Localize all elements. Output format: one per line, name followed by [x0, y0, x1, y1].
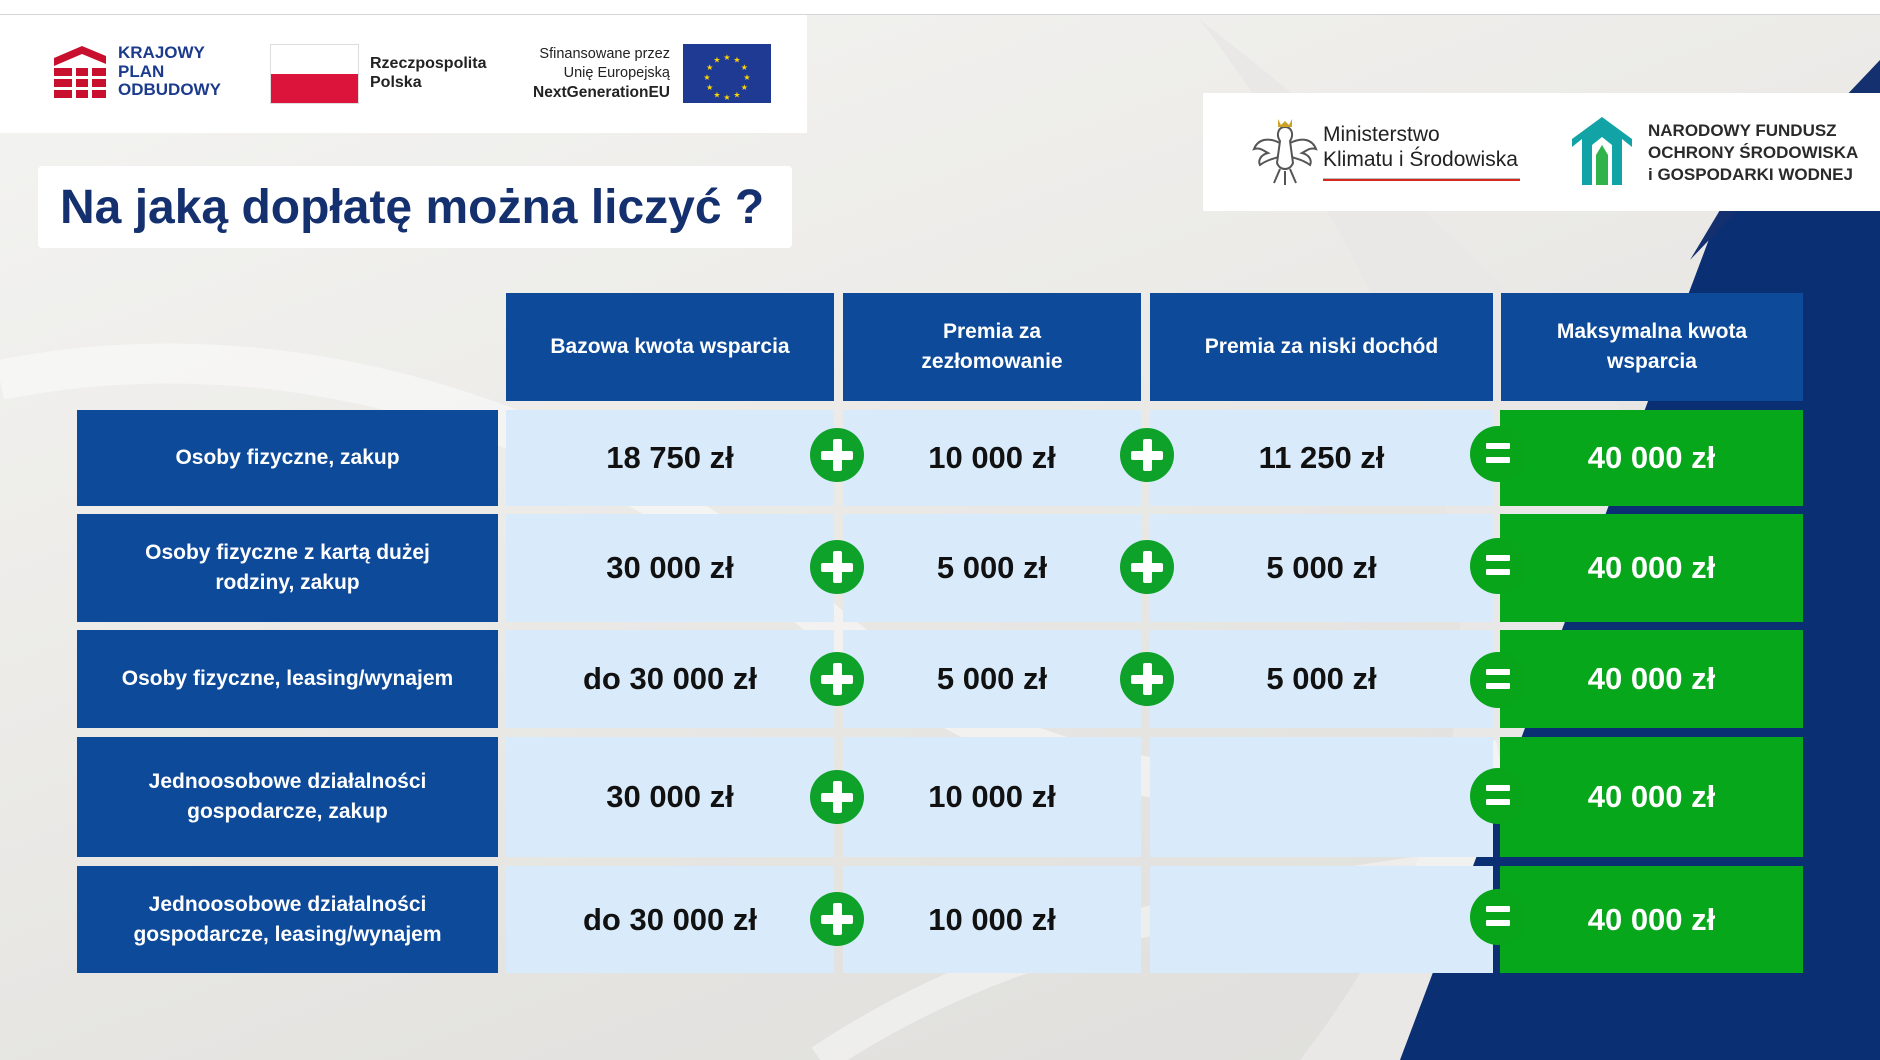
- page-title: Na jaką dopłatę można liczyć ?: [60, 181, 765, 234]
- kpo-line-1: KRAJOWY: [118, 43, 205, 62]
- cell-base-1: 18 750 zł: [506, 410, 834, 506]
- cell-scrap-3: 5 000 zł: [843, 630, 1141, 728]
- row-label-1: Osoby fizyczne, zakup: [77, 410, 498, 506]
- top-window-edge: [0, 0, 1880, 15]
- cell-total-4: 40 000 zł: [1500, 737, 1803, 857]
- plus-icon: [1120, 540, 1174, 594]
- plus-icon: [1120, 428, 1174, 482]
- eu-line-3: NextGenerationEU: [533, 84, 670, 101]
- row-label-3: Osoby fizyczne, leasing/wynajem: [77, 630, 498, 728]
- eu-flag-icon: [683, 44, 771, 103]
- cell-scrap-1: 10 000 zł: [843, 410, 1141, 506]
- svg-text:★: ★: [706, 63, 714, 72]
- svg-text:★: ★: [723, 53, 731, 62]
- row-label-4: Jednoosobowe działalności gospodarcze, zakup: [77, 737, 498, 857]
- svg-text:★: ★: [703, 73, 711, 82]
- header-low-income-premium: Premia za niski dochód: [1150, 293, 1493, 401]
- kpo-line-2: PLAN: [118, 61, 165, 81]
- ministry-logo-text: [1323, 122, 1518, 172]
- svg-text:★: ★: [713, 90, 721, 100]
- plus-icon: [810, 652, 864, 706]
- svg-text:★: ★: [733, 55, 741, 65]
- plus-icon: [1120, 652, 1174, 706]
- nfosigw-logo-icon: [1570, 115, 1634, 187]
- svg-text:★: ★: [733, 90, 741, 100]
- plus-icon: [810, 540, 864, 594]
- kpo-line-3: ODBUDOWY: [118, 80, 221, 99]
- kpo-building-icon: [52, 44, 108, 104]
- cell-base-4: 30 000 zł: [506, 737, 834, 857]
- cell-total-3: 40 000 zł: [1500, 630, 1803, 728]
- nfosigw-line-2: OCHRONY ŚRODOWISKA: [1648, 143, 1859, 162]
- cell-base-2: 30 000 zł: [506, 514, 834, 622]
- svg-text:★: ★: [743, 73, 751, 82]
- cell-total-1: 40 000 zł: [1500, 410, 1803, 506]
- svg-text:★: ★: [706, 83, 714, 92]
- eu-line-2: Unię Europejską: [563, 65, 670, 81]
- cell-scrap-4: 10 000 zł: [843, 737, 1141, 857]
- cell-income-5: [1150, 866, 1493, 973]
- header-scrap-premium: Premia za zezłomowanie: [843, 293, 1141, 401]
- ministry-line-1: Ministerstwo: [1323, 123, 1440, 146]
- header-base-amount: Bazowa kwota wsparcia: [506, 293, 834, 401]
- nfosigw-line-3: i GOSPODARKI WODNEJ: [1648, 165, 1853, 184]
- ministry-flag-bar: [1323, 178, 1520, 183]
- cell-income-4: [1150, 737, 1493, 857]
- rp-line-2: Polska: [370, 74, 422, 91]
- svg-text:★: ★: [740, 63, 748, 72]
- cell-base-3: do 30 000 zł: [506, 630, 834, 728]
- nfosigw-logo-text: [1648, 120, 1858, 186]
- equals-icon: [1470, 652, 1526, 708]
- header-max-amount: Maksymalna kwota wsparcia: [1501, 293, 1803, 401]
- svg-text:★: ★: [740, 83, 748, 92]
- equals-icon: [1470, 889, 1526, 945]
- cell-scrap-2: 5 000 zł: [843, 514, 1141, 622]
- ministry-line-2: Klimatu i Środowiska: [1323, 148, 1518, 171]
- equals-icon: [1470, 538, 1526, 594]
- row-label-2: Osoby fizyczne z kartą dużej rodziny, zakup: [77, 514, 498, 622]
- equals-icon: [1470, 426, 1526, 482]
- rp-line-1: Rzeczpospolita: [370, 55, 487, 72]
- cell-total-5: 40 000 zł: [1500, 866, 1803, 973]
- row-label-5: Jednoosobowe działalności gospodarcze, leasing/wynajem: [77, 866, 498, 973]
- title-box: [38, 166, 792, 248]
- equals-icon: [1470, 768, 1526, 824]
- kpo-logo: [52, 44, 272, 104]
- cell-income-3: 5 000 zł: [1150, 630, 1493, 728]
- svg-text:★: ★: [723, 93, 731, 102]
- cell-total-2: 40 000 zł: [1500, 514, 1803, 622]
- plus-icon: [810, 892, 864, 946]
- plus-icon: [810, 770, 864, 824]
- plus-icon: [810, 428, 864, 482]
- cell-scrap-5: 10 000 zł: [843, 866, 1141, 973]
- cell-income-1: 11 250 zł: [1150, 410, 1493, 506]
- cell-income-2: 5 000 zł: [1150, 514, 1493, 622]
- polish-flag: [270, 44, 359, 104]
- nfosigw-line-1: NARODOWY FUNDUSZ: [1648, 121, 1837, 140]
- polish-eagle-icon: [1250, 113, 1320, 189]
- cell-base-5: do 30 000 zł: [506, 866, 834, 973]
- svg-text:★: ★: [713, 55, 721, 65]
- eu-funding-text: [480, 45, 670, 102]
- eu-line-1: Sfinansowane przez: [539, 46, 670, 62]
- rp-logo-text: [370, 54, 486, 92]
